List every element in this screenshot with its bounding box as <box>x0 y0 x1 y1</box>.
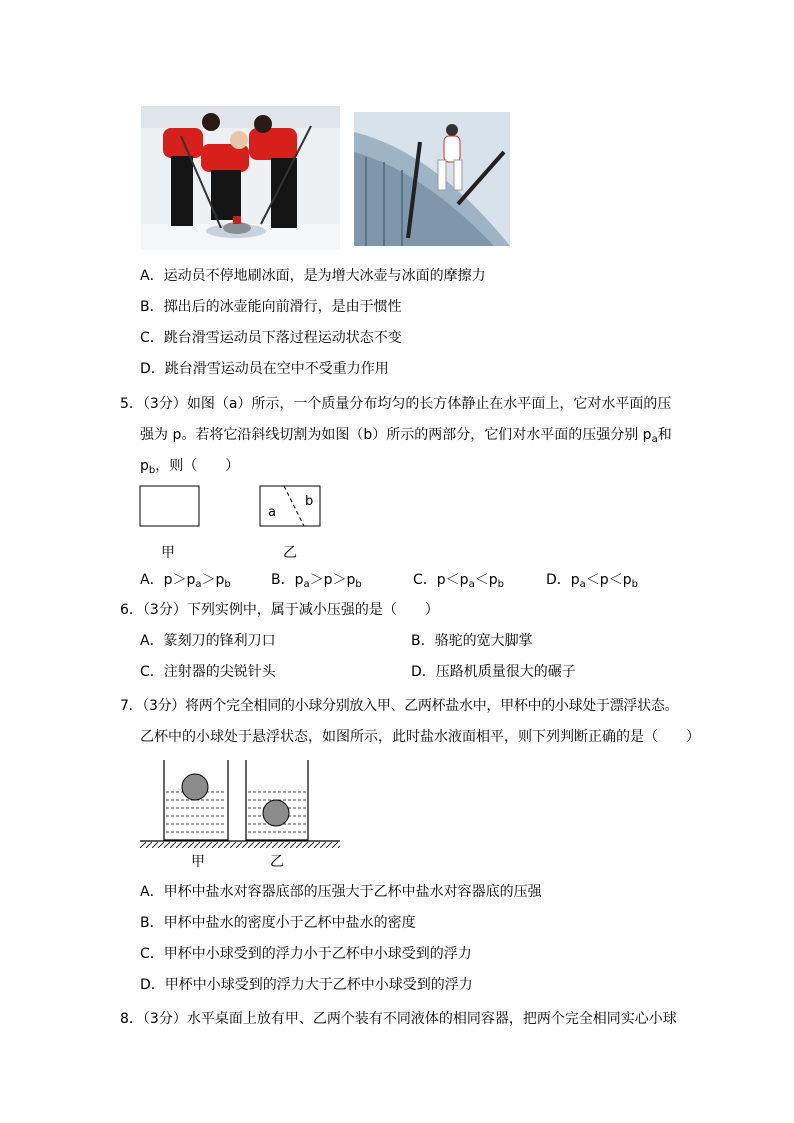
q5-stem-line2: 强为 p。若将它沿斜线切割为如图（b）所示的两部分，它们对水平面的压强分别 $p_a$和 <box>140 427 672 445</box>
q4-option-a: A．运动员不停地刷冰面，是为增大冰壶与冰面的摩擦力 <box>140 268 486 284</box>
q7-label-yi: 乙 <box>270 854 284 870</box>
q5-option-d: D．$p_a<p<p_b$ <box>546 572 638 590</box>
q5-label-yi: 乙 <box>283 545 297 561</box>
q7-stem-line2: 乙杯中的小球处于悬浮状态，如图所示，此时盐水液面相平，则下列判断正确的是（ ） <box>140 729 700 745</box>
q5-option-b: B．$p_a>p>p_b$ <box>271 572 362 590</box>
q8-stem-line1: 8．（3分）水平桌面上放有甲、乙两个装有不同液体的相同容器，把两个完全相同实心小球 <box>120 1011 677 1027</box>
q7-option-a: A．甲杯中盐水对容器底部的压强大于乙杯中盐水对容器底的压强 <box>140 884 542 900</box>
q6-option-d: D．压路机质量很大的碾子 <box>411 664 576 680</box>
q7-option-c: C．甲杯中小球受到的浮力小于乙杯中小球受到的浮力 <box>140 946 472 962</box>
q5-label-jia: 甲 <box>161 545 175 561</box>
q4-option-c: C．跳台滑雪运动员下落过程运动状态不变 <box>140 330 402 346</box>
cut-line <box>284 486 304 526</box>
q7-figure <box>140 758 340 850</box>
ski-jump-photo <box>354 112 510 246</box>
q6-option-c: C．注射器的尖锐针头 <box>140 664 276 680</box>
ski-jump-image <box>354 112 510 246</box>
q6-stem: 6．（3分）下列实例中，属于减小压强的是（ ） <box>120 602 439 618</box>
q7-option-b: B．甲杯中盐水的密度小于乙杯中盐水的密度 <box>140 915 416 931</box>
q5-stem-line3: $p_b$，则（ ） <box>140 458 240 476</box>
q4-option-b: B．掷出后的冰壶能向前滑行，是由于惯性 <box>140 299 402 315</box>
part-a-label: a <box>268 505 276 520</box>
q4-option-d: D．跳台滑雪运动员在空中不受重力作用 <box>140 361 389 377</box>
q5-option-c: C．$p<p_a<p_b$ <box>413 572 504 590</box>
ball-jia <box>182 774 208 800</box>
q7-label-jia: 甲 <box>191 854 205 870</box>
q5-figure <box>138 484 328 530</box>
q7-stem-line1: 7．（3分）将两个完全相同的小球分别放入甲、乙两杯盐水中，甲杯中的小球处于漂浮状态。 <box>120 698 679 714</box>
q6-option-a: A．篆刻刀的锋利刀口 <box>140 633 276 649</box>
ball-yi <box>263 800 289 826</box>
q6-option-b: B．骆驼的宽大脚掌 <box>411 633 533 649</box>
part-b-label: b <box>305 494 314 509</box>
curling-photo <box>141 106 340 250</box>
q5-stem-line1: 5．（3分）如图（a）所示，一个质量分布均匀的长方体静止在水平面上，它对水平面的压 <box>120 396 672 412</box>
q5-option-a: A．$p>p_a>p_b$ <box>140 572 231 590</box>
ground-hatch <box>140 842 340 848</box>
figure-a-rectangle <box>140 486 199 526</box>
q7-option-d: D．甲杯中小球受到的浮力大于乙杯中小球受到的浮力 <box>140 977 473 993</box>
curling-image <box>141 106 340 250</box>
